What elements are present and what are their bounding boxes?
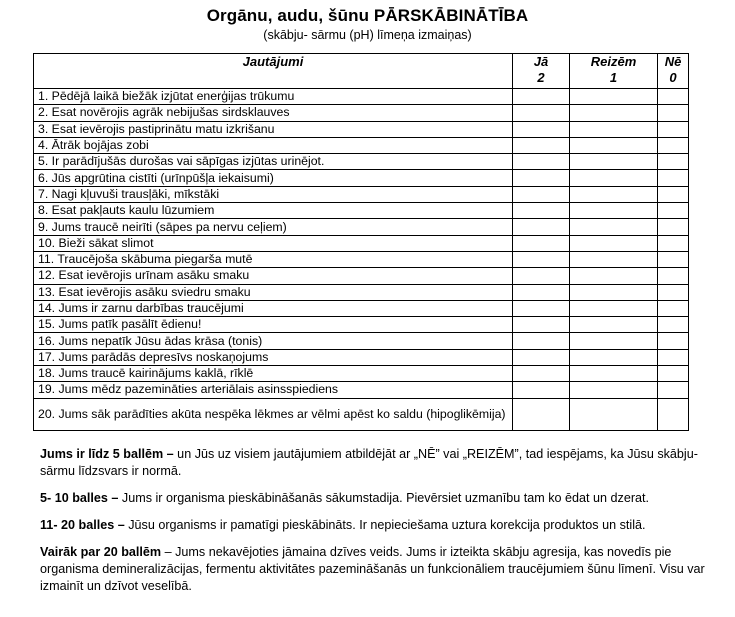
answer-cell-sometimes[interactable] <box>570 382 658 398</box>
answer-cell-sometimes[interactable] <box>570 284 658 300</box>
answer-cell-sometimes[interactable] <box>570 300 658 316</box>
answer-cell-no[interactable] <box>658 154 689 170</box>
answer-cell-sometimes[interactable] <box>570 186 658 202</box>
question-text: 5. Ir parādījušās durošas vai sāpīgas izjūtas urinējot. <box>34 154 513 170</box>
header-sometimes-label: Reizēm <box>590 54 637 69</box>
question-text: 8. Esat pakļauts kaulu lūzumiem <box>34 203 513 219</box>
answer-cell-no[interactable] <box>658 105 689 121</box>
table-row <box>34 284 689 300</box>
table-row <box>34 89 689 105</box>
answer-cell-sometimes[interactable] <box>570 121 658 137</box>
note-1-bold: 5- 10 balles – <box>40 491 119 505</box>
table-row <box>34 382 689 398</box>
answer-cell-sometimes[interactable] <box>570 219 658 235</box>
note-2-bold: 11- 20 balles – <box>40 518 125 532</box>
note-1-text: Jums ir organisma pieskābināšanās sākumstadija. Pievērsiet uzmanību tam ko ēdat un dzerat. <box>118 491 650 505</box>
answer-cell-yes[interactable] <box>513 154 570 170</box>
note-3 <box>40 544 715 595</box>
answer-cell-yes[interactable] <box>513 170 570 186</box>
answer-cell-sometimes[interactable] <box>570 137 658 153</box>
answer-cell-no[interactable] <box>658 121 689 137</box>
table-header-row <box>34 54 689 89</box>
answer-cell-yes[interactable] <box>513 219 570 235</box>
answer-cell-sometimes[interactable] <box>570 349 658 365</box>
question-text: 3. Esat ievērojis pastiprinātu matu izkrišanu <box>34 121 513 137</box>
answer-cell-sometimes[interactable] <box>570 398 658 430</box>
page-subtitle: (skābju- sārmu (pH) līmeņa izmaiņas) <box>263 28 472 42</box>
answer-cell-sometimes[interactable] <box>570 268 658 284</box>
table-row <box>34 105 689 121</box>
answer-cell-yes[interactable] <box>513 333 570 349</box>
table-row <box>34 235 689 251</box>
answer-cell-no[interactable] <box>658 317 689 333</box>
answer-cell-sometimes[interactable] <box>570 333 658 349</box>
table-row <box>34 219 689 235</box>
table-row <box>34 333 689 349</box>
note-0-bold: Jums ir līdz 5 ballēm – <box>40 447 174 461</box>
answer-cell-no[interactable] <box>658 89 689 105</box>
answer-cell-yes[interactable] <box>513 235 570 251</box>
answer-cell-sometimes[interactable] <box>570 89 658 105</box>
table-row <box>34 300 689 316</box>
answer-cell-sometimes[interactable] <box>570 251 658 267</box>
answer-cell-no[interactable] <box>658 203 689 219</box>
table-row <box>34 268 689 284</box>
question-text: 11. Traucējoša skābuma piegarša mutē <box>34 251 513 267</box>
answer-cell-sometimes[interactable] <box>570 170 658 186</box>
answer-cell-no[interactable] <box>658 137 689 153</box>
answer-cell-yes[interactable] <box>513 105 570 121</box>
header-yes-points: 2 <box>537 70 545 85</box>
answer-cell-yes[interactable] <box>513 268 570 284</box>
questionnaire-table <box>33 53 689 431</box>
answer-cell-yes[interactable] <box>513 317 570 333</box>
table-row <box>34 203 689 219</box>
table-row <box>34 366 689 382</box>
question-text: 16. Jums nepatīk Jūsu ādas krāsa (tonis) <box>34 333 513 349</box>
answer-cell-yes[interactable] <box>513 89 570 105</box>
header-no <box>658 54 689 89</box>
answer-cell-sometimes[interactable] <box>570 366 658 382</box>
question-text: 9. Jums traucē neirīti (sāpes pa nervu ceļiem) <box>34 219 513 235</box>
question-text: 17. Jums parādās depresīvs noskaņojums <box>34 349 513 365</box>
question-text: 1. Pēdējā laikā biežāk izjūtat enerģijas trūkumu <box>34 89 513 105</box>
answer-cell-no[interactable] <box>658 186 689 202</box>
answer-cell-no[interactable] <box>658 398 689 430</box>
table-row <box>34 154 689 170</box>
table-row <box>34 349 689 365</box>
answer-cell-sometimes[interactable] <box>570 203 658 219</box>
answer-cell-yes[interactable] <box>513 203 570 219</box>
answer-cell-yes[interactable] <box>513 366 570 382</box>
table-row <box>34 170 689 186</box>
note-1 <box>40 490 715 507</box>
questions-body <box>34 89 689 431</box>
answer-cell-sometimes[interactable] <box>570 154 658 170</box>
question-text: 20. Jums sāk parādīties akūta nespēka lēkmes ar vēlmi apēst ko saldu (hipoglikēmija) <box>34 398 513 430</box>
question-text: 15. Jums patīk pasālīt ēdienu! <box>34 317 513 333</box>
note-2-text: Jūsu organisms ir pamatīgi pieskābināts. Ir nepieciešama uztura korekcija produktos un stilā. <box>124 518 646 532</box>
table-row <box>34 137 689 153</box>
scoring-notes <box>40 446 715 605</box>
answer-cell-yes[interactable] <box>513 300 570 316</box>
question-text: 19. Jums mēdz pazemināties arteriālais asinsspiediens <box>34 382 513 398</box>
answer-cell-no[interactable] <box>658 284 689 300</box>
question-text: 13. Esat ievērojis asāku sviedru smaku <box>34 284 513 300</box>
answer-cell-no[interactable] <box>658 251 689 267</box>
question-text: 14. Jums ir zarnu darbības traucējumi <box>34 300 513 316</box>
question-text: 18. Jums traucē kairinājums kaklā, rīklē <box>34 366 513 382</box>
header-yes <box>513 54 570 89</box>
answer-cell-yes[interactable] <box>513 398 570 430</box>
answer-cell-sometimes[interactable] <box>570 317 658 333</box>
note-3-text: – Jums nekavējoties jāmaina dzīves veids. Jums ir izteikta skābju agresija, kas novedīs pie organisma demineralizācijas, fermentu aktivitātes pazemināšanās un funkcionāliem traucējumiem šūnu līmenī. Visu var izmainīt un dzīvot veselībā. <box>40 545 705 593</box>
note-0-text: un Jūs uz visiem jautājumiem atbildējāt ar „NĒ” vai „REIZĒM”, tad iespējams, ka Jūsu skābju- sārmu līdzsvars ir normā. <box>40 447 698 478</box>
answer-cell-no[interactable] <box>658 235 689 251</box>
header-yes-label: Jā <box>533 54 549 69</box>
answer-cell-yes[interactable] <box>513 349 570 365</box>
note-0 <box>40 446 715 480</box>
header-sometimes-points: 1 <box>609 70 618 85</box>
answer-cell-yes[interactable] <box>513 121 570 137</box>
answer-cell-sometimes[interactable] <box>570 235 658 251</box>
answer-cell-no[interactable] <box>658 219 689 235</box>
question-text: 10. Bieži sākat slimot <box>34 235 513 251</box>
table-row <box>34 251 689 267</box>
answer-cell-no[interactable] <box>658 349 689 365</box>
answer-cell-no[interactable] <box>658 366 689 382</box>
page-title: Orgānu, audu, šūnu PĀRSKĀBINĀTĪBA <box>206 6 529 25</box>
answer-cell-yes[interactable] <box>513 382 570 398</box>
answer-cell-yes[interactable] <box>513 137 570 153</box>
question-text: 12. Esat ievērojis urīnam asāku smaku <box>34 268 513 284</box>
answer-cell-yes[interactable] <box>513 186 570 202</box>
header-no-label: Nē <box>664 54 682 69</box>
question-text: 2. Esat novērojis agrāk nebijušas sirdsklauves <box>34 105 513 121</box>
answer-cell-no[interactable] <box>658 300 689 316</box>
header-questions: Jautājumi <box>34 54 513 89</box>
table-row <box>34 121 689 137</box>
answer-cell-no[interactable] <box>658 382 689 398</box>
question-text: 7. Nagi kļuvuši trausļāki, mīkstāki <box>34 186 513 202</box>
question-text: 6. Jūs apgrūtina cistīti (urīnpūšļa iekaisumi) <box>34 170 513 186</box>
note-3-bold: Vairāk par 20 ballēm <box>40 545 162 559</box>
answer-cell-no[interactable] <box>658 170 689 186</box>
table-row <box>34 186 689 202</box>
answer-cell-yes[interactable] <box>513 284 570 300</box>
note-2 <box>40 517 715 534</box>
header-sometimes <box>570 54 658 89</box>
table-row <box>34 398 689 430</box>
answer-cell-yes[interactable] <box>513 251 570 267</box>
question-text: 4. Ātrāk bojājas zobi <box>34 137 513 153</box>
answer-cell-no[interactable] <box>658 268 689 284</box>
table-row <box>34 317 689 333</box>
answer-cell-sometimes[interactable] <box>570 105 658 121</box>
answer-cell-no[interactable] <box>658 333 689 349</box>
header-no-points: 0 <box>669 70 677 85</box>
